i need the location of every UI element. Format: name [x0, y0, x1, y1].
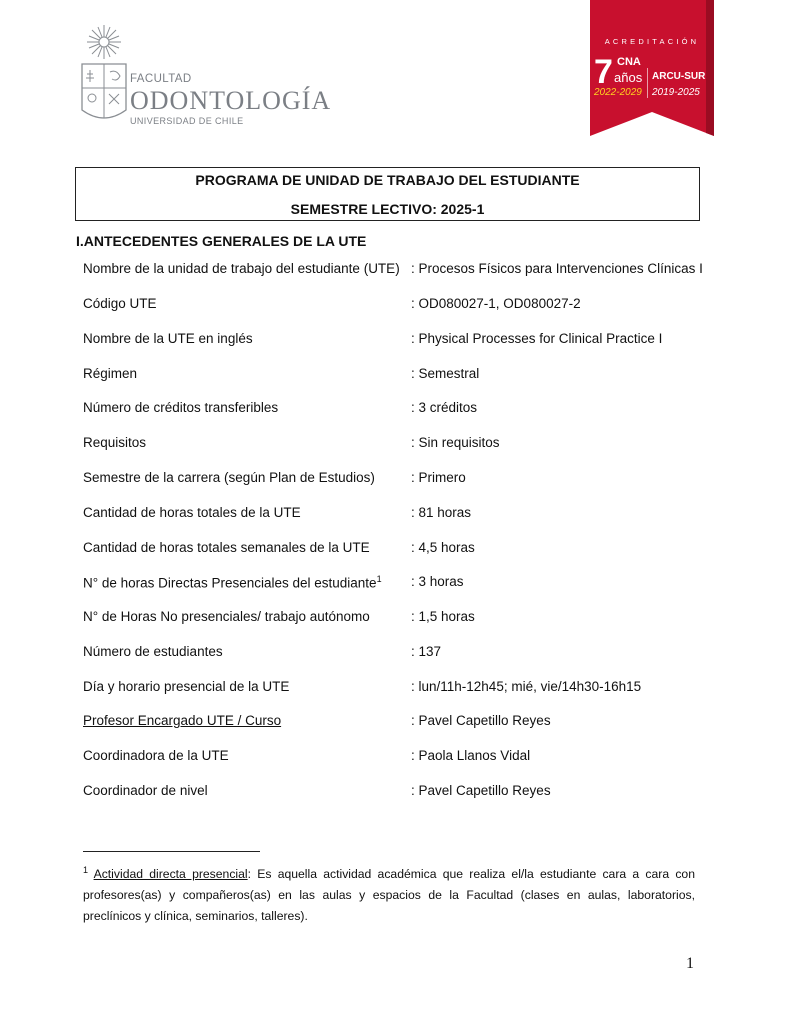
- info-value: : Procesos Físicos para Intervenciones Clínicas I: [411, 261, 703, 276]
- info-label: N° de horas Directas Presenciales del estudiante: [83, 575, 377, 591]
- info-value: : Sin requisitos: [411, 435, 500, 450]
- info-row: [83, 748, 703, 768]
- footnote-ref[interactable]: 1: [376, 574, 382, 584]
- info-label: Requisitos: [83, 435, 147, 450]
- info-label: Régimen: [83, 366, 138, 381]
- info-label: N° de Horas No presenciales/ trabajo autónomo: [83, 609, 370, 624]
- info-value: : Pavel Capetillo Reyes: [411, 713, 551, 728]
- logo-faculty: FACULTAD: [130, 73, 192, 85]
- info-value: : Pavel Capetillo Reyes: [411, 783, 551, 798]
- section-heading: I.ANTECEDENTES GENERALES DE LA UTE: [76, 233, 367, 249]
- info-value: : 3 créditos: [411, 400, 478, 415]
- info-value: : lun/11h-12h45; mié, vie/14h30-16h15: [411, 679, 642, 694]
- info-label: Cantidad de horas totales semanales de la UTE: [83, 540, 370, 555]
- info-value: : OD080027-1, OD080027-2: [411, 296, 581, 311]
- info-value: : 81 horas: [411, 505, 472, 520]
- info-label: Cantidad de horas totales de la UTE: [83, 505, 301, 520]
- info-value: : Semestral: [411, 366, 480, 381]
- document-title-box: [75, 167, 700, 221]
- info-label: Número de estudiantes: [83, 644, 223, 659]
- info-label-with-footnote: [83, 574, 382, 591]
- footnote-divider: [83, 851, 260, 852]
- faculty-logo: [78, 22, 332, 132]
- accreditation-years-number: 7: [594, 53, 613, 91]
- info-value: : 4,5 horas: [411, 540, 475, 555]
- footnote-term: Actividad directa presencial: [93, 867, 248, 882]
- info-row: [83, 644, 703, 664]
- info-row: [83, 400, 703, 420]
- info-row: [83, 261, 703, 281]
- arcu-sur-period: 2019-2025: [652, 87, 700, 98]
- info-row: [83, 296, 703, 316]
- info-row: [83, 366, 703, 386]
- info-row: [83, 331, 703, 351]
- arcu-sur-label: ARCU-SUR: [652, 71, 706, 82]
- info-row: [83, 470, 703, 490]
- info-label: Profesor Encargado UTE / Curso: [83, 713, 282, 728]
- info-value: : 1,5 horas: [411, 609, 475, 624]
- info-label: Semestre de la carrera (según Plan de Estudios): [83, 470, 375, 485]
- info-value: : Paola Llanos Vidal: [411, 748, 531, 763]
- logo-name: ODONTOLOGÍA: [130, 85, 332, 115]
- document-title: PROGRAMA DE UNIDAD DE TRABAJO DEL ESTUDIANTE: [195, 172, 580, 188]
- info-row: [83, 574, 703, 594]
- info-row: [83, 540, 703, 560]
- info-label: Código UTE: [83, 296, 157, 311]
- info-row: [83, 505, 703, 525]
- info-value: : Primero: [411, 470, 466, 485]
- university-emblem-icon: [78, 22, 130, 130]
- footnote-text: : Es aquella actividad académica que realiza el/la estudiante cara a cara con profesores(as) y compañeros(as) en las aulas y espacios de la Facultad (clases en aulas, laboratorios, preclínicos y clínica, seminarios, talleres).: [83, 867, 695, 924]
- footnote: [83, 860, 695, 927]
- logo-wordmark: [130, 74, 331, 126]
- logo-university: UNIVERSIDAD DE CHILE: [130, 115, 244, 126]
- cna-period: 2022-2029: [594, 87, 642, 98]
- page-number: 1: [686, 955, 694, 972]
- info-value: : 137: [411, 644, 442, 659]
- info-row: [83, 783, 703, 803]
- years-word: años: [614, 70, 643, 85]
- info-label: Nombre de la unidad de trabajo del estudiante (UTE): [83, 261, 400, 276]
- info-label: Coordinador de nivel: [83, 783, 208, 798]
- info-label: Nombre de la UTE en inglés: [83, 331, 253, 346]
- info-row: [83, 679, 703, 699]
- info-row: [83, 609, 703, 629]
- info-value: : 3 horas: [411, 574, 464, 589]
- footnote-marker: 1: [83, 865, 89, 875]
- semester-title: SEMESTRE LECTIVO: 2025-1: [290, 201, 485, 217]
- info-label: Día y horario presencial de la UTE: [83, 679, 290, 694]
- accreditation-badge: [590, 0, 714, 136]
- cna-label: CNA: [617, 56, 641, 68]
- info-label: Número de créditos transferibles: [83, 400, 279, 415]
- info-value: : Physical Processes for Clinical Practice I: [411, 331, 663, 346]
- info-row: [83, 713, 703, 733]
- info-label: Coordinadora de la UTE: [83, 748, 229, 763]
- accreditation-heading: ACREDITACIÓN: [604, 37, 700, 46]
- info-row: [83, 435, 703, 455]
